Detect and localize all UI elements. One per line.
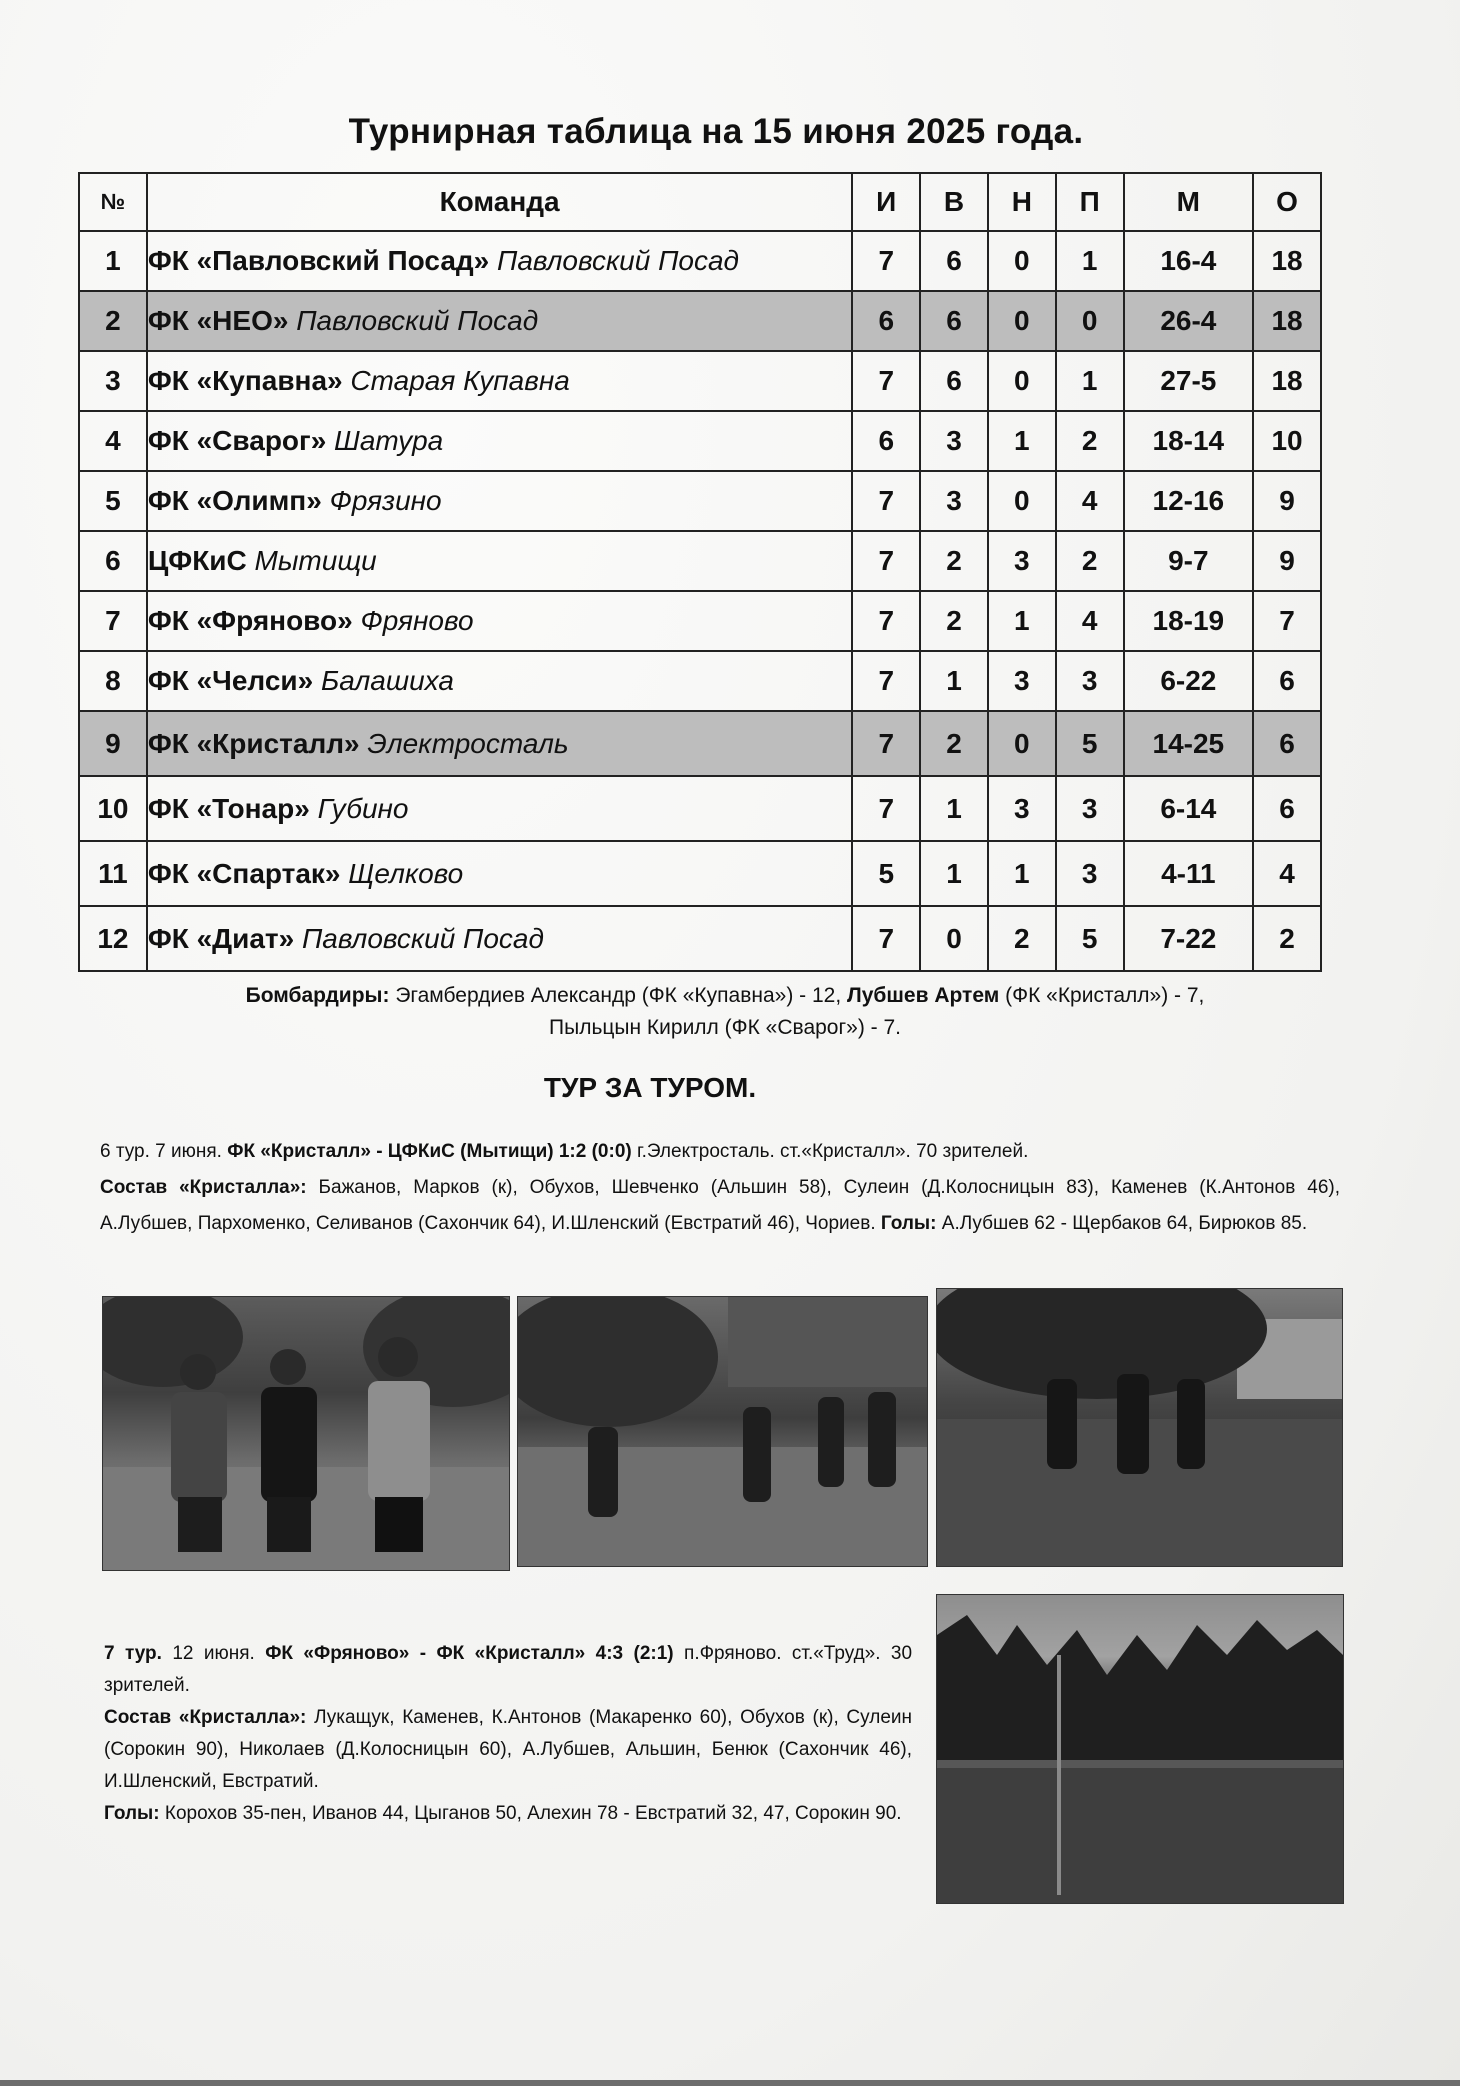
table-row [79, 841, 1321, 906]
cell-points: 4 [1253, 841, 1321, 906]
section-heading: ТУР ЗА ТУРОМ. [543, 1072, 757, 1103]
table-row [79, 591, 1321, 651]
header-team: Команда [147, 173, 853, 231]
cell-wins: 1 [920, 776, 988, 841]
round-6-lineup-label: Состав «Кристалла»: [100, 1177, 307, 1198]
cell-points: 18 [1253, 351, 1321, 411]
cell-position: 9 [79, 711, 147, 776]
cell-wins: 6 [920, 351, 988, 411]
cell-points: 6 [1253, 776, 1321, 841]
table-row [79, 411, 1321, 471]
scorer-2-name: Лубшев Артем [847, 984, 1000, 1007]
cell-wins: 3 [920, 411, 988, 471]
table-row [79, 231, 1321, 291]
table-row [79, 651, 1321, 711]
match-photo-2 [936, 1288, 1343, 1567]
cell-points: 6 [1253, 711, 1321, 776]
cell-losses: 0 [1056, 291, 1124, 351]
team-name: ФК «Челси» [147, 665, 314, 696]
cell-games: 7 [852, 711, 920, 776]
scorer-2-club: (ФК «Кристалл») - 7, [1005, 984, 1205, 1007]
cell-team [147, 531, 853, 591]
team-city: Фрязино [329, 485, 442, 516]
team-city: Электросталь [367, 727, 569, 759]
header-draws: Н [988, 173, 1056, 231]
round-7-date: 7 тур. [104, 1643, 162, 1664]
cell-team [147, 651, 853, 711]
round-6-date: 6 тур. 7 июня. [100, 1141, 222, 1162]
team-city: Мытищи [254, 545, 377, 576]
cell-goals: 7-22 [1124, 906, 1254, 971]
team-photo [102, 1296, 510, 1571]
table-row [79, 711, 1321, 776]
team-name: ФК «Спартак» [147, 857, 341, 889]
team-city: Щелково [348, 857, 464, 889]
stadium-photo-image [937, 1595, 1343, 1903]
table-row [79, 776, 1321, 841]
cell-points: 9 [1253, 471, 1321, 531]
cell-losses: 4 [1056, 591, 1124, 651]
cell-wins: 2 [920, 591, 988, 651]
cell-goals: 4-11 [1124, 841, 1254, 906]
team-name: ФК «Купавна» [147, 365, 343, 396]
table-row [79, 471, 1321, 531]
cell-goals: 27-5 [1124, 351, 1254, 411]
team-name: ФК «Диат» [147, 922, 295, 954]
cell-games: 6 [852, 291, 920, 351]
cell-points: 2 [1253, 906, 1321, 971]
cell-games: 7 [852, 531, 920, 591]
round-7-day: 12 июня. [172, 1643, 255, 1664]
top-scorers [110, 980, 1340, 1044]
header-points: О [1253, 173, 1321, 231]
cell-games: 7 [852, 471, 920, 531]
cell-games: 6 [852, 411, 920, 471]
cell-wins: 0 [920, 906, 988, 971]
table-row [79, 351, 1321, 411]
cell-draws: 0 [988, 351, 1056, 411]
scorers-label: Бомбардиры: [245, 984, 390, 1007]
team-city: Фряново [360, 605, 474, 636]
cell-goals: 18-14 [1124, 411, 1254, 471]
cell-wins: 2 [920, 711, 988, 776]
stadium-photo [936, 1594, 1344, 1904]
round-7-lineup: Лукащук, Каменев, К.Антонов (Макаренко 60), Обухов (к), Сулеин (Сорокин 90), Николаев (Д.Колосницын 60), А.Лубшев, Альшин, Бенюк (Сахончик 46), И.Шленский, Евстратий. [104, 1707, 912, 1792]
header-number: № [79, 173, 147, 231]
cell-points: 7 [1253, 591, 1321, 651]
cell-goals: 6-14 [1124, 776, 1254, 841]
match-photo-1 [517, 1296, 928, 1567]
team-city: Павловский Посад [301, 922, 544, 954]
cell-position: 1 [79, 231, 147, 291]
cell-goals: 12-16 [1124, 471, 1254, 531]
round-6-goals: А.Лубшев 62 - Щербаков 64, Бирюков 85. [941, 1213, 1308, 1234]
cell-position: 3 [79, 351, 147, 411]
cell-position: 5 [79, 471, 147, 531]
header-games: И [852, 173, 920, 231]
team-name: ФК «Сварог» [147, 425, 327, 456]
cell-team [147, 231, 853, 291]
cell-losses: 1 [1056, 351, 1124, 411]
cell-position: 6 [79, 531, 147, 591]
round-6-goals-label: Голы: [880, 1213, 937, 1234]
cell-team [147, 711, 853, 776]
cell-goals: 16-4 [1124, 231, 1254, 291]
cell-wins: 6 [920, 231, 988, 291]
team-city: Шатура [334, 425, 444, 456]
cell-draws: 1 [988, 841, 1056, 906]
scorer-1: Эгамбердиев Александр (ФК «Купавна») - 12, [395, 984, 842, 1007]
cell-position: 10 [79, 776, 147, 841]
standings-table [78, 172, 1322, 972]
cell-team [147, 591, 853, 651]
round-7-venue: п.Фряново. ст.«Труд». 30 зрителей. [104, 1643, 913, 1696]
cell-points: 9 [1253, 531, 1321, 591]
team-city: Старая Купавна [350, 365, 570, 396]
cell-losses: 3 [1056, 776, 1124, 841]
cell-goals: 9-7 [1124, 531, 1254, 591]
round-7-report [104, 1638, 912, 1830]
round-6-lineup: Бажанов, Марков (к), Обухов, Шевченко (Альшин 58), Сулеин (Д.Колосницын 83), Каменев (К.Антонов 46), А.Лубшев, Пархоменко, Селиванов (Сахончик 64), И.Шленский (Евстратий 46), Чориев. [100, 1177, 1341, 1234]
round-7-lineup-label: Состав «Кристалла»: [104, 1707, 307, 1728]
cell-wins: 2 [920, 531, 988, 591]
cell-goals: 6-22 [1124, 651, 1254, 711]
cell-points: 18 [1253, 291, 1321, 351]
cell-losses: 3 [1056, 651, 1124, 711]
round-7-match: ФК «Фряново» - ФК «Кристалл» 4:3 (2:1) [265, 1643, 674, 1664]
team-photo-image [103, 1297, 509, 1570]
round-6-match: ФК «Кристалл» - ЦФКиС (Мытищи) 1:2 (0:0) [227, 1141, 632, 1162]
table-row [79, 291, 1321, 351]
team-name: ФК «Фряново» [147, 605, 353, 636]
team-name: ФК «Павловский Посад» [147, 245, 490, 276]
cell-position: 8 [79, 651, 147, 711]
cell-losses: 5 [1056, 711, 1124, 776]
table-row [79, 906, 1321, 971]
cell-losses: 3 [1056, 841, 1124, 906]
cell-position: 12 [79, 906, 147, 971]
cell-position: 4 [79, 411, 147, 471]
cell-losses: 5 [1056, 906, 1124, 971]
cell-games: 5 [852, 841, 920, 906]
team-city: Балашиха [321, 665, 454, 696]
table-header-row [79, 173, 1321, 231]
cell-games: 7 [852, 351, 920, 411]
cell-points: 6 [1253, 651, 1321, 711]
cell-position: 7 [79, 591, 147, 651]
cell-team [147, 841, 853, 906]
cell-wins: 1 [920, 841, 988, 906]
cell-draws: 0 [988, 231, 1056, 291]
cell-games: 7 [852, 231, 920, 291]
cell-wins: 3 [920, 471, 988, 531]
cell-goals: 26-4 [1124, 291, 1254, 351]
cell-games: 7 [852, 651, 920, 711]
cell-wins: 1 [920, 651, 988, 711]
header-wins: В [920, 173, 988, 231]
match-photo-2-image [937, 1289, 1342, 1566]
cell-draws: 0 [988, 291, 1056, 351]
team-name: ФК «НЕО» [147, 305, 289, 336]
cell-goals: 18-19 [1124, 591, 1254, 651]
cell-draws: 0 [988, 471, 1056, 531]
team-name: ЦФКиС [147, 545, 247, 576]
cell-team [147, 471, 853, 531]
cell-wins: 6 [920, 291, 988, 351]
round-7-goals: Корохов 35-пен, Иванов 44, Цыганов 50, Алехин 78 - Евстратий 32, 47, Сорокин 90. [164, 1803, 902, 1824]
standings-body [79, 231, 1321, 971]
team-city: Павловский Посад [296, 305, 539, 336]
team-name: ФК «Олимп» [147, 485, 322, 516]
cell-team [147, 906, 853, 971]
team-city: Губино [317, 792, 409, 824]
cell-position: 2 [79, 291, 147, 351]
team-name: ФК «Тонар» [147, 792, 310, 824]
header-goals: М [1124, 173, 1254, 231]
cell-goals: 14-25 [1124, 711, 1254, 776]
cell-games: 7 [852, 776, 920, 841]
cell-draws: 3 [988, 651, 1056, 711]
cell-team [147, 776, 853, 841]
cell-losses: 2 [1056, 531, 1124, 591]
table-row [79, 531, 1321, 591]
team-city: Павловский Посад [497, 245, 739, 276]
team-name: ФК «Кристалл» [147, 727, 360, 759]
page-edge [0, 2080, 1460, 2086]
cell-losses: 4 [1056, 471, 1124, 531]
cell-team [147, 351, 853, 411]
cell-draws: 3 [988, 531, 1056, 591]
cell-games: 7 [852, 591, 920, 651]
cell-team [147, 291, 853, 351]
cell-points: 18 [1253, 231, 1321, 291]
match-photo-1-image [518, 1297, 927, 1566]
cell-losses: 1 [1056, 231, 1124, 291]
cell-points: 10 [1253, 411, 1321, 471]
page-title: Турнирная таблица на 15 июня 2025 года. [348, 112, 1084, 151]
scorer-3: Пыльцын Кирилл (ФК «Сварог») - 7. [549, 1016, 901, 1039]
round-7-goals-label: Голы: [104, 1803, 160, 1824]
cell-team [147, 411, 853, 471]
header-losses: П [1056, 173, 1124, 231]
cell-losses: 2 [1056, 411, 1124, 471]
cell-draws: 3 [988, 776, 1056, 841]
cell-draws: 1 [988, 411, 1056, 471]
cell-position: 11 [79, 841, 147, 906]
cell-draws: 1 [988, 591, 1056, 651]
round-6-report [100, 1134, 1340, 1242]
round-6-venue: г.Электросталь. ст.«Кристалл». 70 зрителей. [637, 1141, 1029, 1162]
cell-draws: 0 [988, 711, 1056, 776]
cell-games: 7 [852, 906, 920, 971]
cell-draws: 2 [988, 906, 1056, 971]
